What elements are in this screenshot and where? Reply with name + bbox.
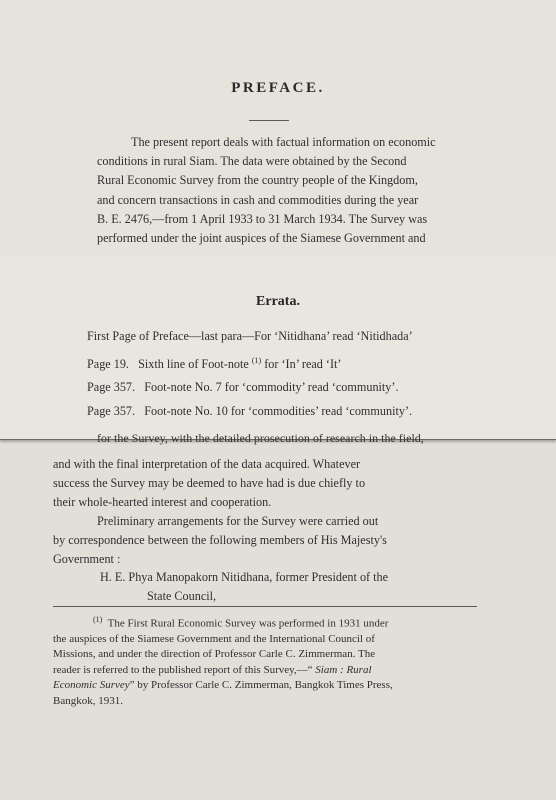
preface-line: Rural Economic Survey from the country people of the Kingdom,: [97, 173, 418, 188]
preface-line: B. E. 2476,—from 1 April 1933 to 31 March 1934. The Survey was: [97, 211, 428, 226]
errata-item-post: for ‘In’ read ‘It’: [261, 356, 342, 371]
errata-title: Errata.: [256, 294, 300, 309]
preface-line: conditions in rural Siam. The data were obtained by the Second: [97, 154, 407, 169]
continuation-line: success the Survey may be deemed to have had is due chiefly to: [53, 475, 366, 490]
errata-item: Page 357. Foot-note No. 7 for ‘commodity’ read ‘community’.: [87, 380, 399, 395]
arrangements-line: Preliminary arrangements for the Survey were carried out: [97, 514, 379, 528]
footnote-text: reader is referred to the published report of this Survey,—“: [53, 663, 316, 676]
footnote-rule: [53, 606, 477, 607]
member-title-line: State Council,: [147, 589, 217, 604]
report-title-italic: Economic Survey: [53, 679, 130, 692]
footnote-line: Bangkok, 1931.: [53, 694, 123, 707]
preface-line: The present report deals with factual information on economic: [131, 135, 436, 149]
footnote-line: [53, 678, 479, 693]
footnote-marker: (1): [93, 615, 103, 624]
member-name-line: H. E. Phya Manopakorn Nitidhana, former President of the: [100, 570, 389, 585]
continuation-paragraph: [53, 455, 478, 511]
footnote-text: ” by Professor Carle C. Zimmerman, Bangkok Times Press,: [129, 679, 393, 692]
footnote-line: the auspices of the Siamese Government and the International Council of: [53, 633, 375, 646]
errata-list: [87, 325, 507, 423]
errata-item: Page 357. Foot-note No. 10 for ‘commodities’ read ‘community’.: [87, 403, 413, 418]
footnote: [53, 612, 479, 709]
report-title-italic: Siam : Rural: [315, 663, 372, 676]
errata-item-pre: Page 19. Sixth line of Foot-note: [87, 356, 252, 371]
footnote-text: The First Rural Economic Survey was performed in 1931 under: [107, 617, 389, 630]
partially-hidden-text: for the Survey, with the detailed prosecution of research in the field,: [97, 431, 424, 445]
title-underline: [249, 120, 289, 121]
partially-hidden-line: [97, 431, 475, 445]
arrangements-paragraph: [53, 512, 478, 606]
footnote-line: [53, 663, 479, 678]
preface-paragraph: [97, 133, 475, 248]
errata-item: [87, 349, 507, 377]
continuation-line: their whole-hearted interest and cooperation.: [53, 494, 272, 509]
preface-line: performed under the joint auspices of the Siamese Government and: [97, 231, 426, 246]
page-title: PREFACE.: [231, 80, 325, 96]
preface-line: and concern transactions in cash and commodities during the year: [97, 192, 419, 207]
errata-item: First Page of Preface—last para—For ‘Nitidhana’ read ‘Nitidhada’: [87, 329, 413, 343]
footnote-marker: (1): [251, 355, 262, 365]
arrangements-line: by correspondence between the following members of His Majesty's: [53, 532, 387, 547]
arrangements-line: Government :: [53, 551, 121, 566]
footnote-line: Missions, and under the direction of Professor Carle C. Zimmerman. The: [53, 648, 376, 661]
footnote-line: [53, 612, 479, 632]
continuation-line: and with the final interpretation of the data acquired. Whatever: [53, 457, 361, 471]
